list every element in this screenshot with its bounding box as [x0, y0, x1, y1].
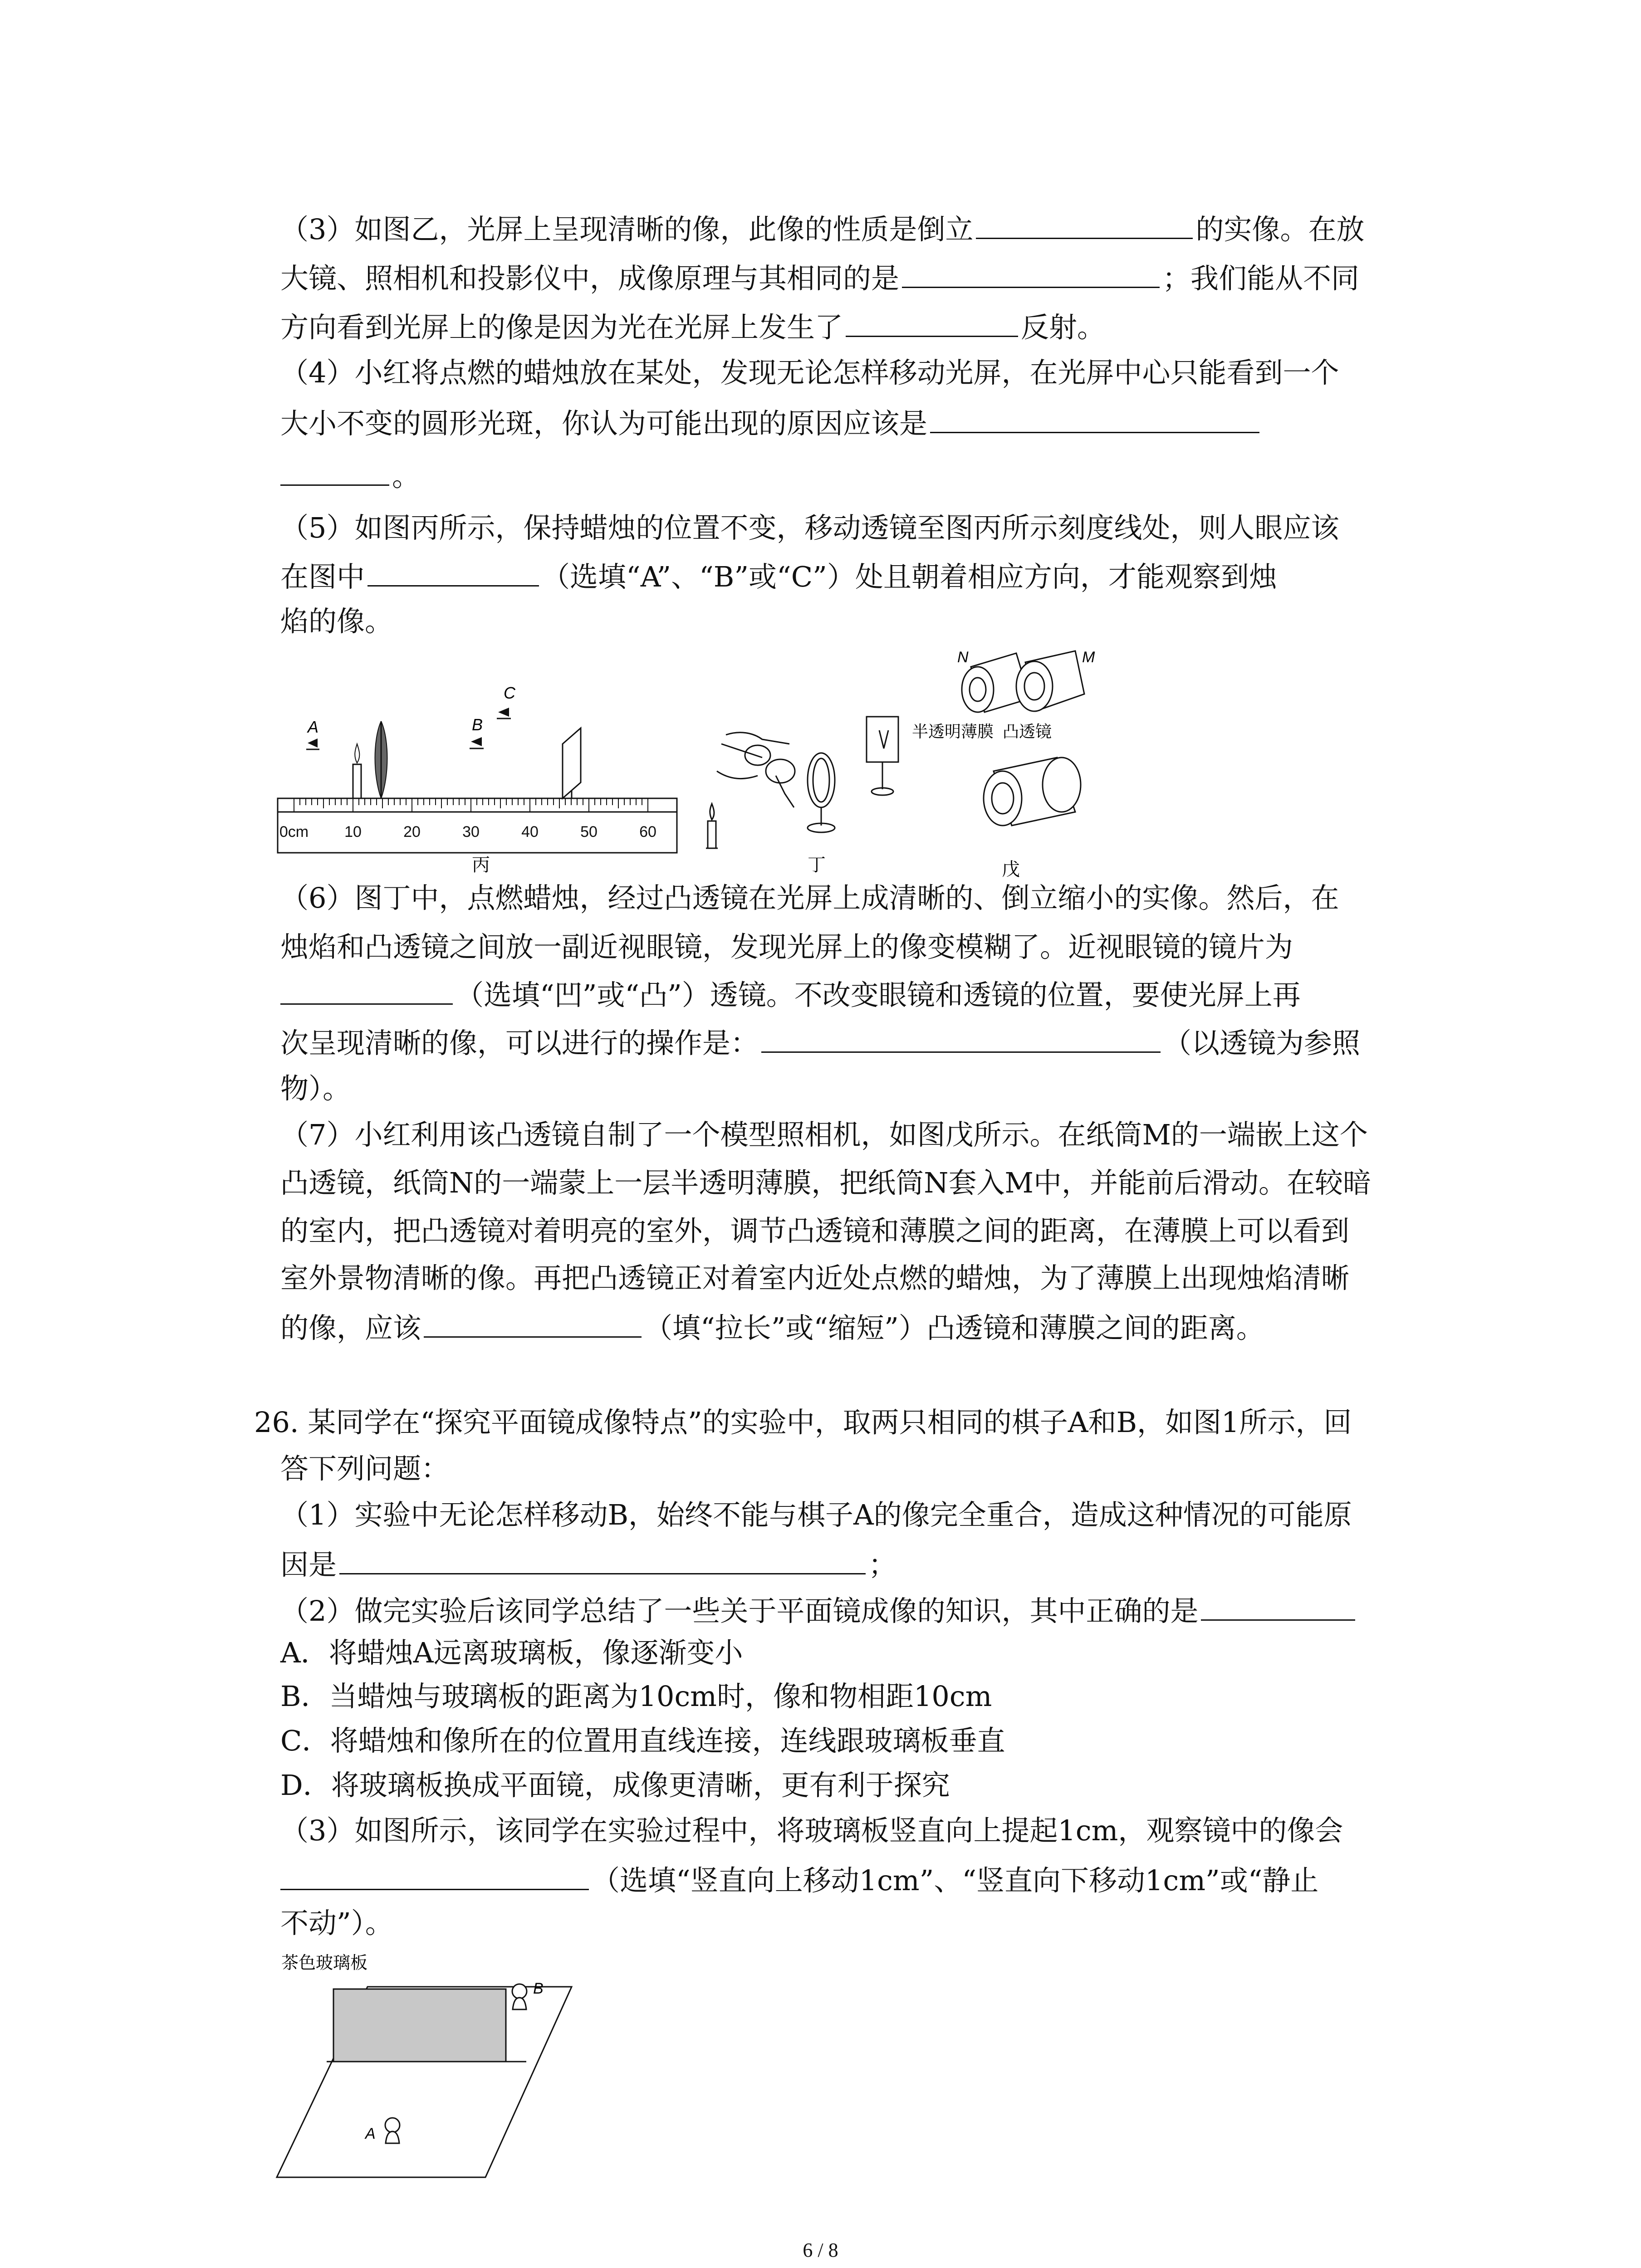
figure-caption: 丙	[472, 855, 490, 875]
q25-p5-line2	[280, 557, 1277, 595]
q26-option-c: C．将蜡烛和像所在的位置用直线连接，连线跟玻璃板垂直	[280, 1724, 1005, 1757]
tick-label-40: 40	[521, 823, 539, 841]
label-b: B	[472, 715, 483, 734]
text: 方向看到光屏上的像是因为光在光屏上发生了	[280, 311, 843, 344]
q25-p4-line1: （4）小红将点燃的蜡烛放在某处，发现无论怎样移动光屏，在光屏中心只能看到一个	[280, 356, 1339, 389]
text: 大小不变的圆形光斑，你认为可能出现的原因应该是	[280, 407, 928, 440]
q25-p7-line3: 的室内，把凸透镜对着明亮的室外，调节凸透镜和薄膜之间的距离，在薄膜上可以看到	[280, 1214, 1350, 1247]
q26-p1-line1: （1）实验中无论怎样移动B，始终不能与棋子A的像完全重合，造成这种情况的可能原	[280, 1498, 1352, 1531]
tick-label-0: 0cm	[279, 823, 309, 841]
label-a: A	[308, 718, 319, 736]
chess-piece-b	[512, 1984, 527, 2009]
q26-p1-line2	[280, 1545, 896, 1583]
label-b: B	[533, 1980, 544, 1997]
label-a: A	[365, 2125, 376, 2142]
answer-blank[interactable]	[339, 1545, 866, 1574]
light-screen	[563, 728, 581, 798]
q25-p6-line4	[280, 1023, 1360, 1061]
q25-p4-line3	[280, 456, 420, 494]
figure-caption: 丁	[808, 855, 826, 875]
text: 因是	[280, 1548, 337, 1581]
answer-blank[interactable]	[902, 259, 1160, 288]
text: （选填“竖直向上移动1cm”、“竖直向下移动1cm”或“静止	[592, 1864, 1319, 1897]
label-film: 半透明薄膜	[912, 722, 994, 741]
ruler-ticks	[294, 798, 648, 812]
q25-p7-line5	[280, 1308, 1264, 1346]
text: 。	[392, 459, 421, 493]
answer-blank[interactable]	[930, 404, 1259, 433]
text: （选填“凹”或“凸”）透镜。不改变眼镜和透镜的位置，要使光屏上再	[456, 978, 1301, 1012]
answer-blank[interactable]	[976, 210, 1193, 239]
text: 大镜、照相机和投影仪中，成像原理与其相同的是	[280, 262, 900, 295]
eye-icon	[306, 738, 319, 749]
text: 反射。	[1021, 311, 1106, 344]
q25-p6-line5: 物）。	[280, 1072, 351, 1105]
label-m: M	[1082, 649, 1095, 666]
answer-blank[interactable]	[424, 1308, 642, 1338]
answer-blank[interactable]	[367, 557, 539, 587]
text: （以透镜为参照	[1163, 1026, 1361, 1060]
eye-icon	[470, 737, 484, 748]
q26-option-d: D．将玻璃板换成平面镜，成像更清晰，更有利于探究	[280, 1769, 950, 1802]
answer-blank[interactable]	[280, 975, 453, 1005]
eye-icon	[497, 708, 511, 719]
text: （3）如图乙，光屏上呈现清晰的像，此像的性质是倒立	[280, 213, 974, 246]
tick-label-10: 10	[344, 823, 362, 841]
answer-blank[interactable]	[846, 308, 1018, 337]
tick-label-20: 20	[403, 823, 421, 841]
q25-p7-line1: （7）小红利用该凸透镜自制了一个模型照相机，如图戊所示。在纸筒M的一端嵌上这个	[280, 1118, 1368, 1151]
tick-label-60: 60	[639, 823, 656, 841]
candle	[353, 744, 361, 798]
tick-label-50: 50	[580, 823, 598, 841]
text: ；	[868, 1548, 897, 1581]
q25-p5-line3: 焰的像。	[280, 605, 393, 638]
text: 次呈现清晰的像，可以进行的操作是：	[280, 1026, 759, 1060]
q25-p3-line2	[280, 259, 1359, 297]
label-n: N	[957, 649, 969, 666]
figure-wu	[907, 635, 1189, 880]
answer-blank[interactable]	[761, 1023, 1161, 1053]
figure-glass-plate	[272, 1946, 599, 2191]
tick-label-30: 30	[462, 823, 480, 841]
answer-blank[interactable]	[1201, 1591, 1355, 1621]
text: 在图中	[280, 560, 365, 593]
q26-line2: 答下列问题：	[280, 1452, 450, 1485]
page-number: 6 / 8	[803, 2239, 838, 2261]
label-c: C	[504, 684, 515, 702]
q25-p4-line2	[280, 404, 1262, 442]
q26-option-a: A．将蜡烛A远离玻璃板，像逐渐变小	[280, 1636, 743, 1669]
q25-p7-line4: 室外景物清晰的像。再把凸透镜正对着室内近处点燃的蜡烛，为了薄膜上出现烛焰清晰	[280, 1261, 1350, 1295]
text: 的像，应该	[280, 1311, 421, 1344]
text: （2）做完实验后该同学总结了一些关于平面镜成像的知识，其中正确的是	[280, 1594, 1199, 1628]
figure-caption: 戊	[1002, 860, 1020, 880]
chess-piece-a	[385, 2118, 400, 2143]
q25-p7-line2: 凸透镜，纸筒N的一端蒙上一层半透明薄膜，把纸筒N套入M中，并能前后滑动。在较暗	[280, 1166, 1371, 1199]
q26-p2-line1	[280, 1591, 1358, 1629]
q25-p6-line3	[280, 975, 1301, 1013]
glass-plate-label: 茶色玻璃板	[281, 1954, 368, 1973]
q25-p3-line3	[280, 308, 1105, 346]
q26-option-b: B．当蜡烛与玻璃板的距离为10cm时，像和物相距10cm	[280, 1680, 992, 1713]
q26-line1: 26. 某同学在“探究平面镜成像特点”的实验中，取两只相同的棋子A和B，如图1所示，回	[254, 1406, 1352, 1439]
q26-p3-line2	[280, 1861, 1318, 1899]
glass-plate	[333, 1989, 506, 2062]
q26-p3-line3: 不动”）。	[280, 1906, 393, 1940]
q25-p6-line1: （6）图丁中，点燃蜡烛，经过凸透镜在光屏上成清晰的、倒立缩小的实像。然后，在	[280, 881, 1339, 914]
answer-blank[interactable]	[280, 1861, 589, 1890]
q25-p3-line1	[280, 210, 1364, 248]
text: （选填“A”、“B”或“C”）处且朝着相应方向，才能观察到烛	[542, 560, 1277, 593]
figure-bing	[272, 662, 690, 880]
q26-p3-line1: （3）如图所示，该同学在实验过程中，将玻璃板竖直向上提起1cm，观察镜中的像会	[280, 1814, 1343, 1847]
q25-p5-line1: （5）如图丙所示，保持蜡烛的位置不变，移动透镜至图丙所示刻度线处，则人眼应该	[280, 511, 1339, 544]
q25-p6-line2: 烛焰和凸透镜之间放一副近视眼镜，发现光屏上的像变模糊了。近视眼镜的镜片为	[280, 930, 1293, 963]
label-lens: 凸透镜	[1003, 722, 1052, 741]
figure-ding	[690, 689, 944, 880]
text: （填“拉长”或“缩短”）凸透镜和薄膜之间的距离。	[644, 1311, 1264, 1344]
text: ；我们能从不同	[1162, 262, 1360, 295]
text: 的实像。在放	[1195, 213, 1365, 246]
answer-blank[interactable]	[280, 456, 389, 486]
